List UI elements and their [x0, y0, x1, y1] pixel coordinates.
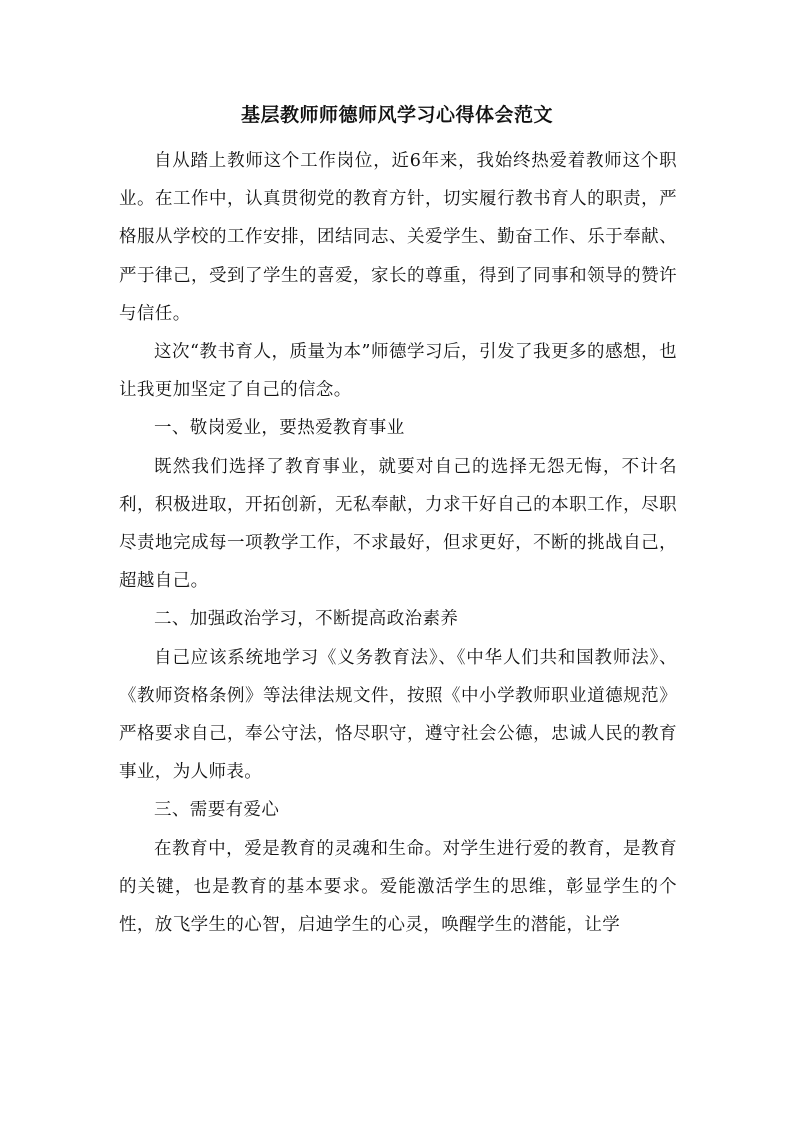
paragraph-section-2: 自己应该系统地学习《义务教育法》、《中华人们共和国教师法》、《教师资格条例》等法律法规文件，按照《中小学教师职业道德规范》严格要求自己，奉公守法，恪尽职守，遵守社会公德，忠诚人民的教育事业，为人师表。: [119, 647, 677, 783]
paragraph-section-1: 既然我们选择了教育事业，就要对自己的选择无怨无悔，不计名利，积极进取，开拓创新，无私奉献，力求干好自己的本职工作，尽职尽责地完成每一项教学工作，不求最好，但求更好，不断的挑战自己，超越自己。: [119, 456, 677, 592]
section-heading-3: 三、需要有爱心: [154, 800, 280, 821]
section-heading-2: 二、加强政治学习，不断提高政治素养: [154, 609, 459, 630]
paragraph-section-3: 在教育中，爱是教育的灵魂和生命。对学生进行爱的教育，是教育的关键，也是教育的基本要求。爱能激活学生的思维，彰显学生的个性，放飞学生的心智，启迪学生的心灵，唤醒学生的潜能，让学: [119, 838, 677, 936]
document-body: [119, 142, 677, 944]
document-title: 基层教师师德师风学习心得体会范文: [240, 104, 553, 126]
paragraph-reflection: 这次“教书育人，质量为本”师德学习后，引发了我更多的感想，也让我更加坚定了自己的信念。: [119, 342, 677, 401]
paragraph-intro: 自从踏上教师这个工作岗位，近6年来，我始终热爱着教师这个职业。在工作中，认真贯彻党的教育方针，切实履行教书育人的职责，严格服从学校的工作安排，团结同志、关爱学生、勤奋工作、乐于奉献、严于律己，受到了学生的喜爱，家长的尊重，得到了同事和领导的赞许与信任。: [119, 151, 677, 324]
section-heading-1: 一、敬岗爱业，要热爱教育事业: [154, 418, 405, 439]
